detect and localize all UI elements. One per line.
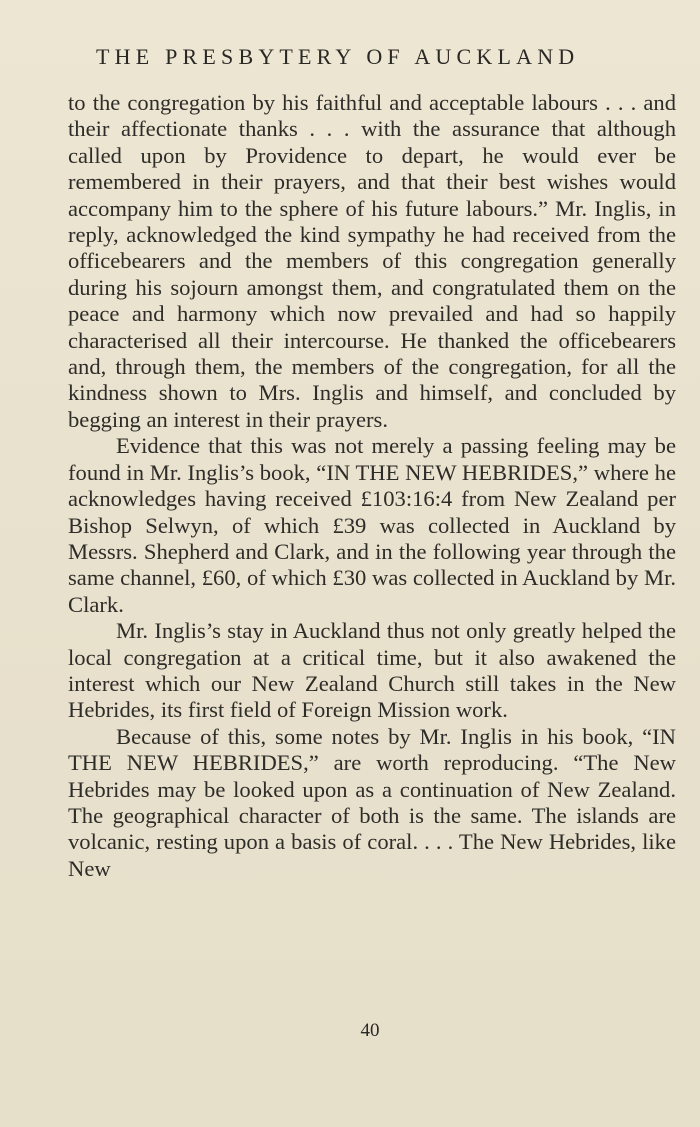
body-text xyxy=(68,90,676,882)
paragraph-evidence: Evidence that this was not merely a passing feeling may be found in Mr. Inglis’s book, “IN THE NEW HEBRIDES,” where he acknowledges having received £103:16:4 from New Zealand per Bishop Selwyn, of which £39 was collected in Auckland by Messrs. Shepherd and Clark, and in the following year through the same channel, £60, of which £30 was collected in Auckland by Mr. Clark. xyxy=(68,433,676,617)
paragraph-continuation: to the congregation by his faithful and acceptable labours . . . and their affectionate thanks . . . with the assurance that although called upon by Providence to depart, he would ever be remembered in their prayers, and that their best wishes would accompany him to the sphere of his future labours.” Mr. Inglis, in reply, acknowledged the kind sympathy he had received from the officebearers and the members of this congregation generally during his sojourn amongst them, and congratulated them on the peace and harmony which now prevailed and had so happily characterised all their intercourse. He thanked the officebearers and, through them, the members of the congregation, for all the kindness shown to Mrs. Inglis and himself, and concluded by begging an interest in their prayers. xyxy=(68,90,676,432)
page-number: 40 xyxy=(360,1020,380,1041)
running-head: THE PRESBYTERY OF AUCKLAND xyxy=(96,44,580,69)
paragraph-stay: Mr. Inglis’s stay in Auckland thus not only greatly helped the local congregation at a critical time, but it also awakened the interest which our New Zealand Church still takes in the New Hebrides, its first field of Foreign Mission work. xyxy=(68,618,676,723)
paragraph-notes: Because of this, some notes by Mr. Inglis in his book, “IN THE NEW HEBRIDES,” are worth reproducing. “The New Hebrides may be looked upon as a continuation of New Zealand. The geographical character of both is the same. The islands are volcanic, resting upon a basis of coral. . . . The New Hebrides, like New xyxy=(68,723,676,881)
